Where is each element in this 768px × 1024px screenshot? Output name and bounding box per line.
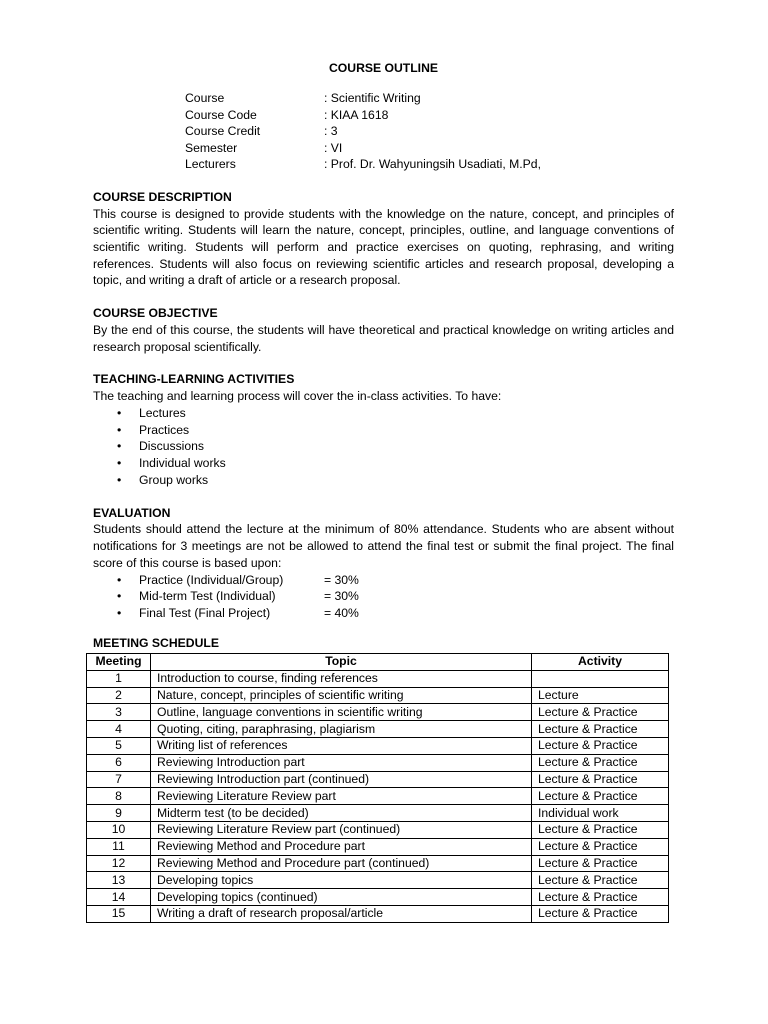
info-label: Course Code xyxy=(185,107,257,122)
activity-cell: Lecture & Practice xyxy=(532,838,669,855)
topic-cell: Nature, concept, principles of scientific writing xyxy=(151,687,532,704)
list-item xyxy=(93,588,674,605)
topic-cell: Developing topics xyxy=(151,872,532,889)
eval-weight: = 40% xyxy=(324,606,359,621)
objective-text: By the end of this course, the students will have theoretical and practical knowledge on writing articles and research proposal scientifically. xyxy=(93,322,674,354)
activity-cell: Lecture & Practice xyxy=(532,771,669,788)
table-row xyxy=(87,788,669,805)
info-value: : KIAA 1618 xyxy=(324,107,389,122)
list-item: • Practices xyxy=(93,422,674,439)
column-header-topic: Topic xyxy=(151,654,532,671)
activity-cell: Individual work xyxy=(532,805,669,822)
table-row xyxy=(87,838,669,855)
list-item: • Lectures xyxy=(93,405,674,422)
list-item: • Individual works xyxy=(93,455,674,472)
list-item xyxy=(93,572,674,589)
meeting-cell: 9 xyxy=(87,805,151,822)
meeting-cell: 3 xyxy=(87,704,151,721)
list-item: • Discussions xyxy=(93,438,674,455)
table-row xyxy=(87,905,669,922)
meeting-cell: 12 xyxy=(87,855,151,872)
activities-list xyxy=(93,405,674,489)
meeting-cell: 10 xyxy=(87,821,151,838)
info-row-course-credit xyxy=(185,123,674,140)
meeting-cell: 15 xyxy=(87,905,151,922)
topic-cell: Writing a draft of research proposal/article xyxy=(151,905,532,922)
meeting-cell: 5 xyxy=(87,737,151,754)
list-item: • Group works xyxy=(93,472,674,489)
table-row xyxy=(87,771,669,788)
eval-component: Mid-term Test (Individual) xyxy=(139,589,276,604)
activity-cell: Lecture & Practice xyxy=(532,704,669,721)
course-info xyxy=(185,90,674,173)
topic-cell: Writing list of references xyxy=(151,737,532,754)
eval-weight: = 30% xyxy=(324,572,359,587)
info-row-semester xyxy=(185,140,674,157)
description-text: This course is designed to provide students with the knowledge on the nature, concept, and principles of scientific writing. Students will learn the nature, concept, principles, outline, and language conventions of scientific writing. Students will perform and practice exercises on quoting, rephrasing, and writing references. Students will also focus on reviewing scientific articles and research proposal, developing a topic, and writing a draft of article or a research proposal. xyxy=(93,206,674,288)
table-row xyxy=(87,872,669,889)
topic-cell: Reviewing Literature Review part xyxy=(151,788,532,805)
eval-component: Practice (Individual/Group) xyxy=(139,572,284,587)
topic-cell: Reviewing Literature Review part (continued) xyxy=(151,821,532,838)
meeting-cell: 11 xyxy=(87,838,151,855)
meeting-cell: 8 xyxy=(87,788,151,805)
table-row xyxy=(87,737,669,754)
activity-cell: Lecture & Practice xyxy=(532,737,669,754)
info-row-course xyxy=(185,90,674,107)
table-row xyxy=(87,855,669,872)
meeting-cell: 4 xyxy=(87,721,151,738)
column-header-meeting: Meeting xyxy=(87,654,151,671)
topic-cell: Reviewing Method and Procedure part xyxy=(151,838,532,855)
table-row xyxy=(87,687,669,704)
activity-cell: Lecture & Practice xyxy=(532,889,669,906)
table-row xyxy=(87,889,669,906)
schedule-table xyxy=(86,653,669,923)
meeting-cell: 13 xyxy=(87,872,151,889)
table-row xyxy=(87,721,669,738)
topic-cell: Quoting, citing, paraphrasing, plagiarism xyxy=(151,721,532,738)
topic-cell: Reviewing Method and Procedure part (continued) xyxy=(151,855,532,872)
table-row xyxy=(87,754,669,771)
meeting-cell: 1 xyxy=(87,670,151,687)
meeting-cell: 2 xyxy=(87,687,151,704)
activity-cell: Lecture & Practice xyxy=(532,872,669,889)
column-header-activity: Activity xyxy=(532,654,669,671)
schedule-heading: MEETING SCHEDULE xyxy=(93,636,219,650)
info-label: Semester xyxy=(185,140,238,155)
schedule-body xyxy=(87,670,669,922)
info-value: : 3 xyxy=(324,124,338,139)
activity-cell: Lecture & Practice xyxy=(532,721,669,738)
activity-cell: Lecture xyxy=(532,687,669,704)
activity-cell: Lecture & Practice xyxy=(532,821,669,838)
topic-cell: Developing topics (continued) xyxy=(151,889,532,906)
topic-cell: Reviewing Introduction part xyxy=(151,754,532,771)
activities-intro: The teaching and learning process will cover the in-class activities. To have: xyxy=(93,389,502,403)
table-header-row xyxy=(87,654,669,671)
activity-cell: Lecture & Practice xyxy=(532,905,669,922)
info-value: : VI xyxy=(324,140,343,155)
topic-cell: Reviewing Introduction part (continued) xyxy=(151,771,532,788)
table-row xyxy=(87,704,669,721)
topic-cell: Introduction to course, finding references xyxy=(151,670,532,687)
info-label: Lecturers xyxy=(185,157,236,172)
activity-cell: Lecture & Practice xyxy=(532,855,669,872)
info-value: : Prof. Dr. Wahyuningsih Usadiati, M.Pd, xyxy=(324,157,541,172)
description-heading: COURSE DESCRIPTION xyxy=(93,189,232,204)
meeting-cell: 7 xyxy=(87,771,151,788)
table-row xyxy=(87,670,669,687)
evaluation-text: Students should attend the lecture at the minimum of 80% attendance. Students who are absent without notifications for 3 meetings are not be allowed to attend the final test or submit the final project. The final score of this course is based upon: xyxy=(93,522,674,570)
table-row xyxy=(87,805,669,822)
meeting-cell: 6 xyxy=(87,754,151,771)
info-value: : Scientific Writing xyxy=(324,91,421,105)
meeting-cell: 14 xyxy=(87,889,151,906)
activities-heading: TEACHING-LEARNING ACTIVITIES xyxy=(93,372,295,387)
page-title: COURSE OUTLINE xyxy=(328,61,438,75)
table-row xyxy=(87,821,669,838)
topic-cell: Midterm test (to be decided) xyxy=(151,805,532,822)
eval-weight: = 30% xyxy=(324,589,359,604)
evaluation-heading: EVALUATION xyxy=(93,505,171,520)
list-item xyxy=(93,605,674,622)
info-row-course-code xyxy=(185,107,674,124)
activity-cell xyxy=(532,670,669,687)
topic-cell: Outline, language conventions in scientific writing xyxy=(151,704,532,721)
info-row-lecturers xyxy=(185,156,674,173)
activity-cell: Lecture & Practice xyxy=(532,754,669,771)
info-label: Course Credit xyxy=(185,124,261,139)
info-label: Course xyxy=(185,91,225,105)
document-page xyxy=(93,60,674,622)
evaluation-list xyxy=(93,572,674,622)
objective-heading: COURSE OBJECTIVE xyxy=(93,306,218,321)
eval-component: Final Test (Final Project) xyxy=(139,606,271,621)
activity-cell: Lecture & Practice xyxy=(532,788,669,805)
